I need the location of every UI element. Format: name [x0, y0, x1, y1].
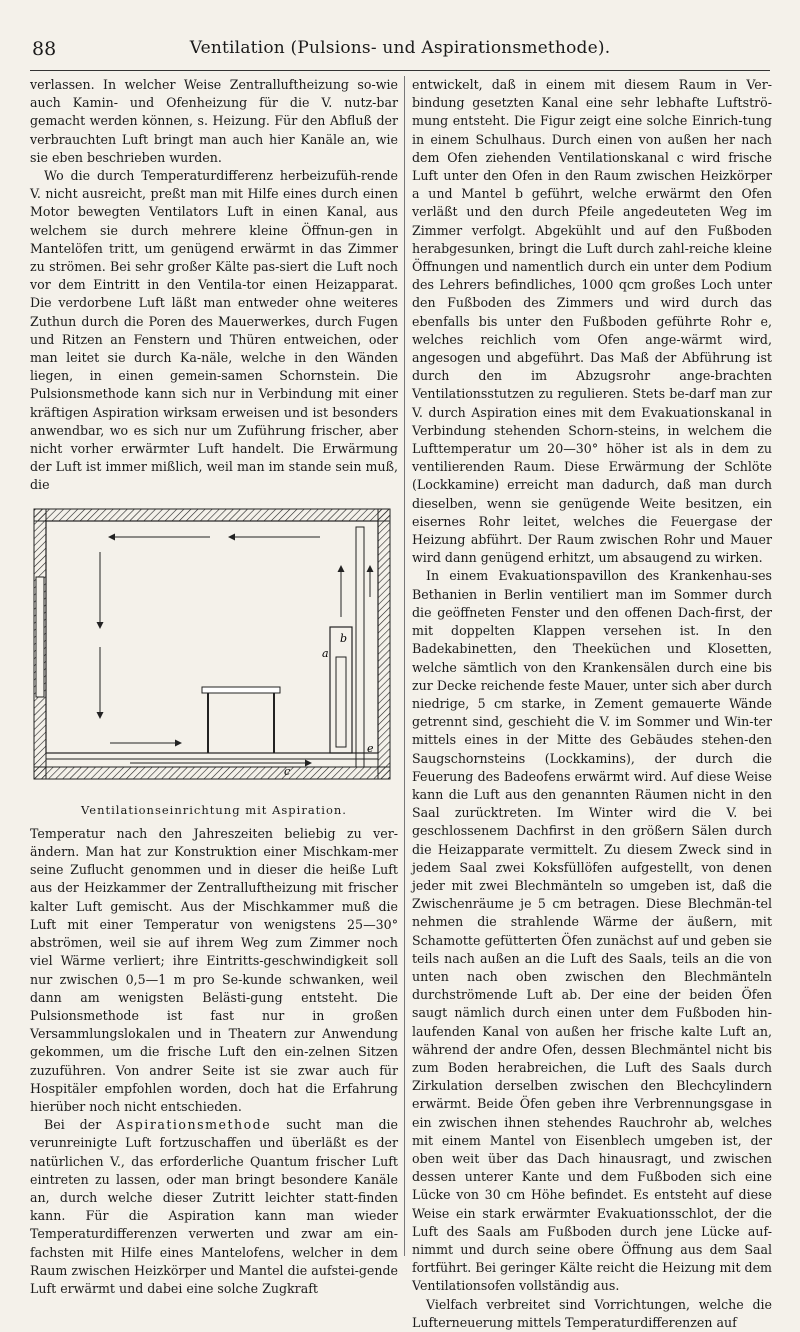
ventilation-diagram: [30, 507, 398, 797]
running-title: Ventilation (Pulsions- und Aspirationsmethode).: [189, 38, 611, 58]
table-top: [202, 687, 280, 693]
stove-mantle-b: [330, 627, 352, 753]
paragraph: Temperatur nach den Jahreszeiten beliebig zu ver-ändern. Man hat zur Konstruktion einer Mischkam-mer seine Zuflucht genommen und in dieser die heiße Luft aus der Heizkammer der Zentralluftheizung mit frischer kalter Luft gemischt. Aus der Mischkammer muß die Luft mit einer Temperatur von wenigstens 25—30° abströmen, weil sie auf ihrem Weg zum Zimmer noch viel Wärme verliert; ihre Eintritts-geschwindigkeit soll nur zwischen 0,5—1 m pro Se-kunde schwanken, weil dann am wenigsten Belästi-gung entsteht. Die Pulsionsmethode ist fast nur in großen Versammlungslokalen und in Theatern zur Anwendung gekommen, um die frische Luft den ein-zelnen Sitzen zuzuführen. Von andrer Seite ist sie zwar auch für Hospitäler empfohlen worden, doch hat die Erfahrung hierüber noch nicht entschieden.: [30, 825, 398, 1114]
left-column: [30, 76, 398, 1298]
paragraph: In einem Evakuationspavillon des Krankenhau-ses Bethanien in Berlin ventiliert man im Sommer durch die geöffneten Fenster und den offenen Dach-first, der mit doppelten Klappen versehen ist. In den Badekabinetten, den Theeküchen und Klosetten, welche sämtlich von den Krankensälen durch eine bis zur Decke reichende feste Mauer, unter sich aber durch niedrige, 5 cm starke, in Zement gemauerte Wände getrennt sind, geschieht die V. im Sommer und Win-ter mittels eines in der Mitte des Gebäudes stehen-den Saugschornsteins (Lockkamins), der durch die Feuerung des Badeofens erwärmt wird. Auf diese Weise kann die Luft aus den genannten Räumen nicht in den Saal zurücktreten. Im Winter wird die V. bei geschlossenem Dachfirst in den größern Sälen durch die Heizapparate vermittelt. Zu diesem Zweck sind in jedem Saal zwei Koksfüllöfen aufgestellt, von denen jeder mit zwei Blechmänteln so umgeben ist, daß die Zwischenräume je 5 cm betragen. Diese Blechmän-tel nehmen die strahlende Wärme der äußern, mit Schamotte gefütterten Öfen zunächst auf und geben sie teils nach außen an die Luft des Saals, teils an die von unten nach oben zwischen den Blechmänteln durchströmende Luft ab. Der eine der beiden Öfen saugt nämlich durch einen unter dem Fußboden hin-laufenden Kanal von außen her frische kalte Luft an, während der andre Ofen, dessen Blechmäntel nicht bis zum Boden herabreichen, die Luft des Saals durch Zirkulation derselben zwischen den Blechcylindern erwärmt. Beide Öfen geben ihre Verbrennungsgase in ein zwischen ihnen stehendes Rauchrohr ab, welches mit einem Mantel von Eisenblech umgeben ist, der oben weit über das Dach hinausragt, und zwischen dessen unterer Kante und dem Fußboden sich eine Lücke von 30 cm Höhe befindet. Es entsteht auf diese Weise ein stark erwärmter Evakuationsschlot, der die Luft des Saals am Fußboden durch jene Lücke auf-nimmt und durch seine obere Öffnung aus dem Saal fortführt. Bei geringer Kälte reicht die Heizung mit dem Ventilationsofen vollständig aus.: [412, 568, 772, 1294]
figure-label-c: c: [284, 764, 291, 778]
paragraph: [30, 1116, 398, 1298]
page-number: 88: [32, 38, 57, 60]
paragraph: Vielfach verbreitet sind Vorrichtungen, welche die Lufterneuerung mittels Temperaturdifferenzen auf: [412, 1296, 772, 1330]
exhaust-pipe-e: [356, 527, 364, 767]
figure-label-b: b: [340, 631, 348, 645]
figure-caption: Ventilationseinrichtung mit Aspiration.: [81, 802, 347, 817]
term-aspirationsmethode: Aspirationsmethode: [116, 1117, 272, 1133]
room-outline: [46, 521, 378, 753]
paragraph: entwickelt, daß in einem mit diesem Raum in Ver-bindung gesetzten Kanal eine sehr lebhafte Luftströ-mung entsteht. Die Figur zeigt eine solche Einrich-tung in einem Schulhaus. Durch einen von außen her nach dem Ofen ziehenden Ventilationskanal c wird frische Luft unter den Ofen in den Raum zwischen Heizkörper a und Mantel b geführt, welche erwärmt den Ofen verläßt und den durch Pfeile angedeuteten Weg im Zimmer verfolgt. Abgekühlt und auf den Fußboden herabgesunken, bringt die Luft durch zahl-reiche kleine Öffnungen und namentlich durch ein unter dem Podium des Lehrers befindliches, 1000 qcm großes Loch unter den Fußboden des Zimmers und wird durch das ebenfalls bis unter den Fußboden geführte Rohr e, welches reichlich vom Ofen ange-wärmt wird, angesogen und abgeführt. Das Maß der Abführung ist durch den im Abzugsrohr ange-brachten Ventilationsstutzen zu regulieren. Stets be-darf man zur V. durch Aspiration eines mit dem Evakuationskanal in Verbindung stehenden Schorn-steins, in welchem die Lufttemperatur um 20—30° höher ist als in dem zu ventilierenden Raum. Diese Erwärmung der Schlöte (Lockkamine) erreicht man dadurch, daß man durch dieselben, wenn sie genügende Weite besitzen, ein eisernes Rohr leitet, welches die Feuergase der Heizung abführt. Der Raum zwischen Rohr und Mauer wird dann genügend erhitzt, um absaugend zu wirken.: [412, 77, 772, 566]
paragraph-lead: Bei der: [44, 1117, 102, 1133]
window: [36, 577, 44, 697]
column-divider: [404, 76, 405, 1256]
floor-wall: [34, 764, 390, 779]
figure-label-e: e: [367, 741, 374, 755]
right-wall: [378, 509, 390, 779]
paragraph: Wo die durch Temperaturdifferenz herbeizufüh-rende V. nicht ausreicht, preßt man mit Hilfe eines durch einen Motor bewegten Ventilators Luft in einen Kanal, aus welchem sie durch mehrere kleine Öffnun-gen in Mantelöfen tritt, um genügend erwärmt in das Zimmer zu strömen. Bei sehr großer Kälte pas-siert die Luft noch vor dem Eintritt in den Ventila-tor einen Heizapparat. Die verdorbene Luft läßt man entweder ohne weiteres Zuthun durch die Poren des Mauerwerkes, durch Fugen und Ritzen an Fenstern und Thüren entweichen, oder man leitet sie durch Ka-näle, welche in den Wänden liegen, in einen gemein-samen Schornstein. Die Pulsionsmethode kann sich nur in Verbindung mit einer kräftigen Aspiration wirksam erweisen und ist besonders anwendbar, wo es sich nur um Zuführung frischer, aber nicht vorher erwärmter Luft handelt. Die Erwärmung der Luft ist immer mißlich, weil man im stande sein muß, die: [30, 168, 398, 493]
ceiling-wall: [34, 509, 390, 521]
heater-a: [336, 657, 346, 747]
paragraph-body: sucht man die verunreinigte Luft fortzuschaffen und überläßt es der natürlichen V., das erforderliche Quantum frischer Luft eintreten zu lassen, oder man bringt besondere Kanäle an, durch welche dieser Zutritt leichter statt-finden kann. Für die Aspiration kann man wieder Temperaturdifferenzen verwerten und zwar am ein-fachsten mit Hilfe eines Mantelofens, welcher in dem Raum zwischen Heizkörper und Mantel die aufstei-gende Luft erwärmt und dabei eine solche Zugkraft: [30, 1117, 398, 1296]
page-header: [30, 38, 770, 66]
ventilation-figure: [30, 507, 398, 819]
right-column: [412, 76, 772, 1332]
figure-label-a: a: [322, 646, 329, 660]
header-rule: [30, 70, 770, 71]
paragraph: verlassen. In welcher Weise Zentralluftheizung so-wie auch Kamin- und Ofenheizung für die V. nutz-bar gemacht werden können, s. Heizung. Für den Abfluß der verbrauchten Luft bringt man auch hier Kanäle an, wie sie eben beschrieben wurden.: [30, 77, 398, 165]
